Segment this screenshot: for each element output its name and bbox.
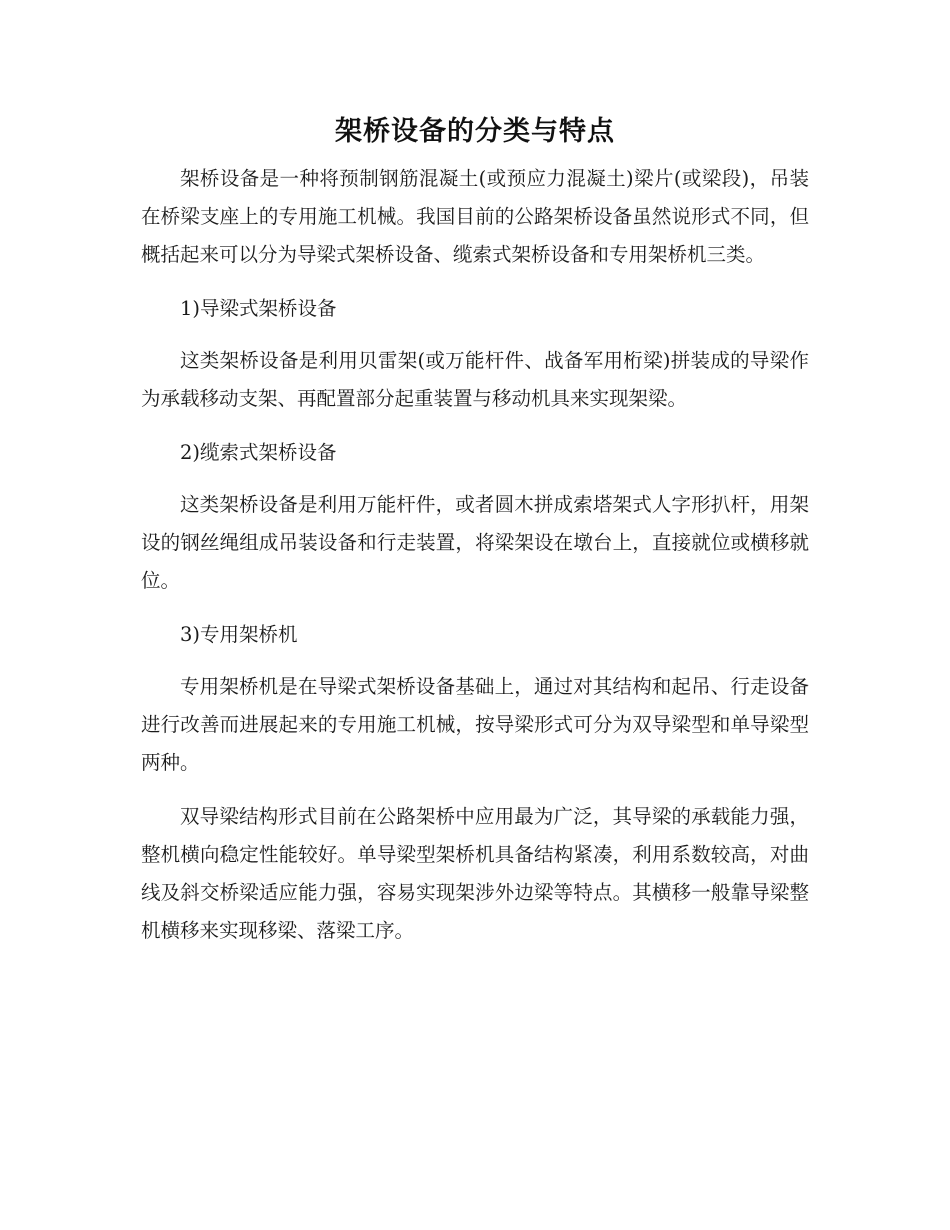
- double-single-beam-paragraph: 双导梁结构形式目前在公路架桥中应用最为广泛，其导梁的承载能力强，整机横向稳定性能较好。单导梁型架桥机具备结构紧凑，利用系数较高，对曲线及斜交桥梁适应能力强，容易实现架涉外边梁等特点。其横移一般靠导梁整机横移来实现移梁、落梁工序。: [141, 805, 809, 942]
- cable-paragraph: 这类架桥设备是利用万能杆件，或者圆木拼成索塔架式人字形扒杆，用架设的钢丝绳组成吊装设备和行走装置，将梁架设在墩台上，直接就位或横移就位。: [141, 493, 809, 592]
- section-heading-cable: 2)缆索式架桥设备: [180, 441, 337, 464]
- document-title: 架桥设备的分类与特点: [335, 116, 615, 147]
- special-machine-paragraph: 专用架桥机是在导梁式架桥设备基础上，通过对其结构和起吊、行走设备进行改善而进展起来的专用施工机械，按导梁形式可分为双导梁型和单导梁型两种。: [141, 675, 809, 774]
- section-heading-special-machine: 3)专用架桥机: [180, 623, 298, 646]
- intro-paragraph: 架桥设备是一种将预制钢筋混凝土(或预应力混凝土)梁片(或梁段)，吊装在桥梁支座上的专用施工机械。我国目前的公路架桥设备虽然说形式不同，但概括起来可以分为导梁式架桥设备、缆索式架桥设备和专用架桥机三类。: [141, 167, 809, 266]
- guide-beam-paragraph: 这类架桥设备是利用贝雷架(或万能杆件、战备军用桁梁)拼装成的导梁作为承载移动支架、再配置部分起重装置与移动机具来实现架梁。: [141, 349, 809, 410]
- section-heading-guide-beam: 1)导梁式架桥设备: [180, 297, 337, 320]
